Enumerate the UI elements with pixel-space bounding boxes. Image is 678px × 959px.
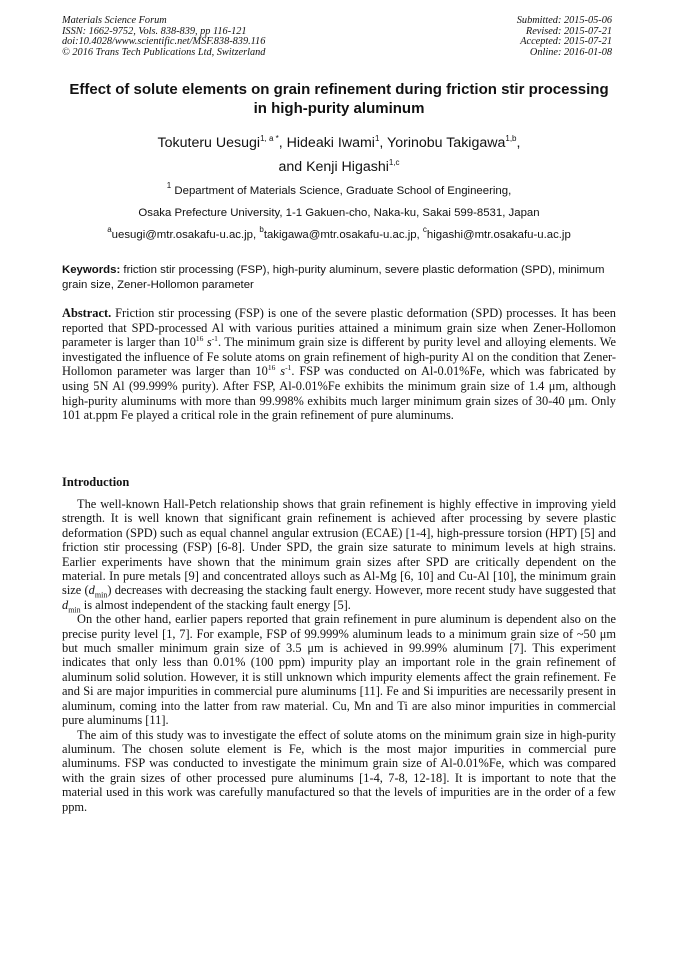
affiliation-mark: 1 — [166, 181, 172, 190]
accepted-date: Accepted: 2015-07-21 — [520, 36, 612, 48]
abstract-label: Abstract. — [62, 306, 112, 320]
introduction-paragraph-2: On the other hand, earlier papers reported that grain refinement in pure aluminum is dependent also on the precise purity level [1, 7]. For example, FSP of 99.999% aluminum leads to a minimum grain size of ~50 μm but much smaller minimum grain size of 3.5 μm is achieved in 99.99% aluminum [7]. This experiment indicates that only less than 0.01% (100 ppm) impurity play an important role in the grain refinement of aluminum solid solution. However, it is still unknown which impurity elements affect the grain refinement. Fe and Si are major impurities in commercial pure aluminums [11]. Fe and Si impurities are necessarily present in aluminum, coming into the latter from raw material. Cu, Mn and Ti are also minor impurities in commercial pure aluminums [11]. — [62, 612, 616, 728]
online-date: Online: 2016-01-08 — [529, 46, 612, 58]
copyright-line: © 2016 Trans Tech Publications Ltd, Switzerland — [62, 46, 266, 58]
authors-line-2 — [62, 155, 616, 179]
abstract-text: Friction stir processing (FSP) is one of the severe plastic deformation (SPD) processes. It has been reported that SPD-processed Al with various purities attained a minimum grain size when Zener-Hollomon parameter is larger than 10 — [62, 306, 616, 350]
exponent: -1 — [211, 334, 218, 344]
affiliation-department: Department of Materials Science, Graduate School of Engineering, — [174, 185, 512, 197]
author-name: Hideaki Iwami — [286, 135, 375, 151]
exponent: -1 — [285, 363, 292, 373]
introduction-body — [62, 497, 616, 814]
affiliation-line-2: Osaka Prefecture University, 1-1 Gakuen-cho, Naka-ku, Sakai 599-8531, Japan — [138, 207, 540, 219]
keywords-label: Keywords: — [62, 264, 121, 276]
abstract-text: . FSP was conducted on Al-0.01%Fe, which was fabricated by using 5N Al (99.999% purity). After FSP, Al-0.01%Fe exhibits the minimum grain size of 1.4 μm, although high-purity aluminums with more than 99.998% exhibits much larger minimum grain sizes of 30-40 μm. Only 101 at.ppm Fe played a critical role in the grain refinement of pure aluminums. — [62, 364, 617, 423]
exponent: 16 — [195, 334, 204, 344]
author-list — [62, 131, 616, 179]
math-subscript: min — [68, 605, 81, 615]
abstract-text: . The minimum grain size is different by purity level and alloying elements. We investigated the influence of Fe solute atoms on grain refinement of high-purity Al on the condition that Zener-Hollomon parameter was larger than 10 — [62, 335, 616, 379]
paragraph-text: is almost independent of the stacking fault energy [5]. — [80, 597, 351, 612]
paper-title: Effect of solute elements on grain refinement during friction stir processing in high-purity aluminum — [69, 81, 609, 117]
author-affiliation-mark: 1, a * — [260, 134, 279, 143]
email-link[interactable]: uesugi@mtr.osakafu-u.ac.jp, — [111, 229, 257, 241]
affiliation-block — [62, 180, 616, 246]
journal-info — [62, 16, 265, 58]
unit-symbol: s — [275, 364, 286, 379]
keywords-text: friction stir processing (FSP), high-purity aluminum, severe plastic deformation (SPD), minimum grain size, Zener-Hollomon parameter — [62, 264, 605, 291]
revised-date: Revised: 2015-07-21 — [525, 25, 612, 37]
paragraph-text: The well-known Hall-Petch relationship shows that grain refinement is highly effective in improving yield strength. It is well known that significant grain refinement is achieved after processing by severe plastic deformation (SPD) such as equal channel angular extrusion (ECAE) [1-4], high-pressure torsion (HPT) [5] and friction stir processing (FSP) [6-8]. Under SPD, the grain size saturate to minimum levels at high strains. Earlier experiments have shown that the minimum grain sizes after SPD are critically dependent on the material. In pure metals [9] and concentrated alloys such as Al-Mg [6, 10] and Cu-Al [10], the minimum grain size ( — [62, 497, 616, 598]
abstract-section — [62, 306, 616, 423]
exponent: 16 — [267, 363, 276, 373]
math-subscript: min — [94, 590, 108, 600]
introduction-heading: Introduction — [62, 475, 130, 489]
author-conjunction: and — [278, 159, 303, 175]
email-mark: b — [259, 225, 264, 234]
doi-line: doi:10.4028/www.scientific.net/MSF.838-839.116 — [62, 36, 266, 48]
unit-symbol: s — [203, 335, 212, 350]
email-link[interactable]: takigawa@mtr.osakafu-u.ac.jp, — [263, 229, 420, 241]
paragraph-text: ) decreases with decreasing the stacking fault energy. However, more recent study have suggested that — [107, 583, 617, 598]
authors-line-1: Tokuteru Uesugi$^{1, a *}$, Hideaki Iwami$^1$, Yorinobu Takigawa$^{1,b}$, — [157, 134, 521, 151]
submitted-date: Submitted: 2015-05-06 — [516, 15, 612, 26]
affiliation-line-1 — [62, 180, 616, 202]
author-affiliation-mark: 1 — [374, 134, 380, 143]
author-affiliation-mark: 1,b — [505, 134, 517, 143]
email-mark: a — [107, 225, 112, 234]
publication-dates — [517, 16, 612, 58]
author-name: Tokuteru Uesugi — [157, 135, 261, 151]
author-name: Kenji Higashi — [306, 159, 389, 175]
math-symbol: d — [88, 583, 95, 598]
email-line — [62, 224, 616, 246]
math-symbol: d — [62, 597, 69, 612]
email-mark: c — [422, 225, 427, 234]
keywords-section — [62, 263, 616, 292]
journal-name: Materials Science Forum — [62, 15, 167, 26]
author-name: Yorinobu Takigawa — [387, 135, 506, 151]
author-affiliation-mark: 1,c — [388, 158, 400, 167]
introduction-paragraph-3: The aim of this study was to investigate the effect of solute atoms on the minimum grain size in high-purity aluminum. The chosen solute element is Fe, which is the most major impurities in commercial pure aluminums. FSP was conducted to investigate the minimum grain size of Al-0.01%Fe, which was compared with the grain sizes of other processed pure aluminums [1-4, 7-8, 12-18]. It is important to note that the material used in this work was carefully manufactured so that the levels of impurities are in the order of a few ppm. — [62, 727, 616, 814]
introduction-paragraph-1 — [62, 497, 617, 615]
issn-line: ISSN: 1662-9752, Vols. 838-839, pp 116-121 — [62, 25, 247, 37]
email-link[interactable]: higashi@mtr.osakafu-u.ac.jp — [426, 229, 571, 241]
